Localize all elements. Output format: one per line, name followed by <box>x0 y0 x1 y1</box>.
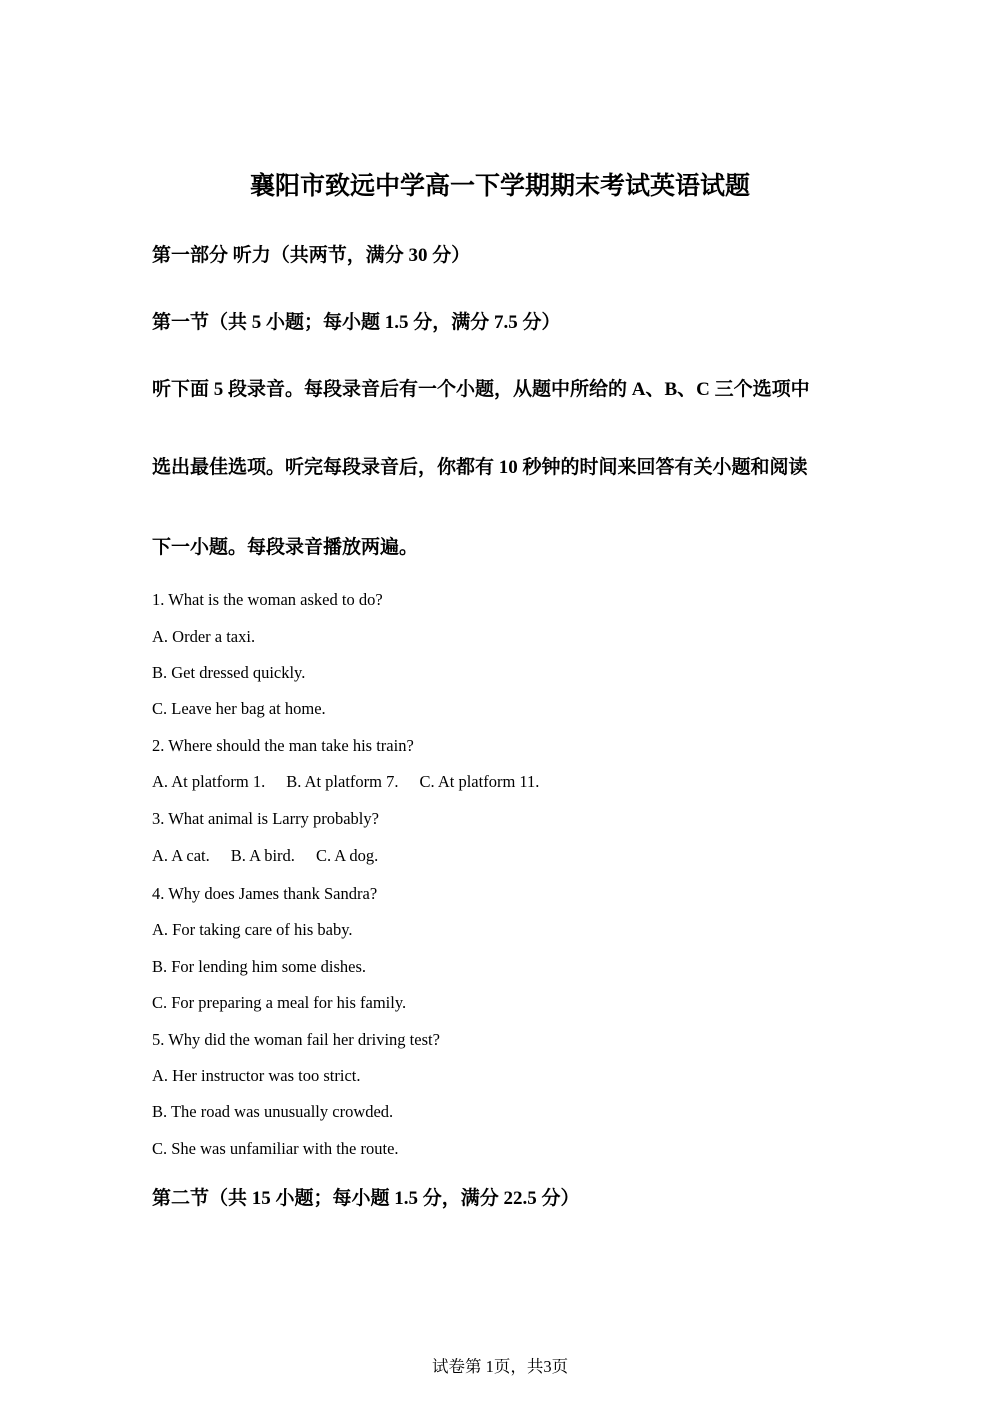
question-1-option-a: A. Order a taxi. <box>152 627 256 646</box>
question-1-option-b: B. Get dressed quickly. <box>152 663 306 682</box>
question-5-option-b: B. The road was unusually crowded. <box>152 1102 394 1121</box>
question-4-option-c: C. For preparing a meal for his family. <box>152 993 407 1012</box>
question-3-option-b: B. A bird. <box>230 846 295 865</box>
question-2-option-c: C. At platform 11. <box>419 772 540 791</box>
question-3-option-a: A. A cat. <box>152 846 210 865</box>
question-5-option-c: C. She was unfamiliar with the route. <box>152 1139 399 1158</box>
question-2-option-b: B. At platform 7. <box>286 772 399 791</box>
question-4-option-a: A. For taking care of his baby. <box>152 920 353 939</box>
question-2-option-a: A. At platform 1. <box>152 772 266 791</box>
question-3-option-c: C. A dog. <box>315 846 379 865</box>
question-4-option-b: B. For lending him some dishes. <box>152 957 367 976</box>
question-2-stem: 2. Where should the man take his train? <box>152 736 414 755</box>
part1-heading: 第一部分 听力（共两节，满分 30 分） <box>152 245 471 266</box>
question-4-stem: 4. Why does James thank Sandra? <box>152 884 378 903</box>
instructions-line-1: 听下面 5 段录音。每段录音后有一个小题，从题中所给的 A、B、C 三个选项中 <box>152 379 810 400</box>
section2-heading: 第二节（共 15 小题；每小题 1.5 分，满分 22.5 分） <box>152 1188 580 1209</box>
page-title: 襄阳市致远中学高一下学期期末考试英语试题 <box>249 171 750 200</box>
question-1-stem: 1. What is the woman asked to do? <box>152 590 383 609</box>
question-3-stem: 3. What animal is Larry probably? <box>152 809 379 828</box>
instructions-line-2: 选出最佳选项。听完每段录音后，你都有 10 秒钟的时间来回答有关小题和阅读 <box>152 457 808 478</box>
instructions-line-3: 下一小题。每段录音播放两遍。 <box>152 537 419 558</box>
question-2-options <box>152 771 539 793</box>
question-1-option-c: C. Leave her bag at home. <box>152 699 326 718</box>
question-5-option-a: A. Her instructor was too strict. <box>152 1066 361 1085</box>
question-3-options <box>152 845 378 867</box>
section1-heading: 第一节（共 5 小题；每小题 1.5 分，满分 7.5 分） <box>152 312 561 333</box>
page-footer: 试卷第 1页，共3页 <box>431 1357 569 1376</box>
question-5-stem: 5. Why did the woman fail her driving test? <box>152 1030 440 1049</box>
